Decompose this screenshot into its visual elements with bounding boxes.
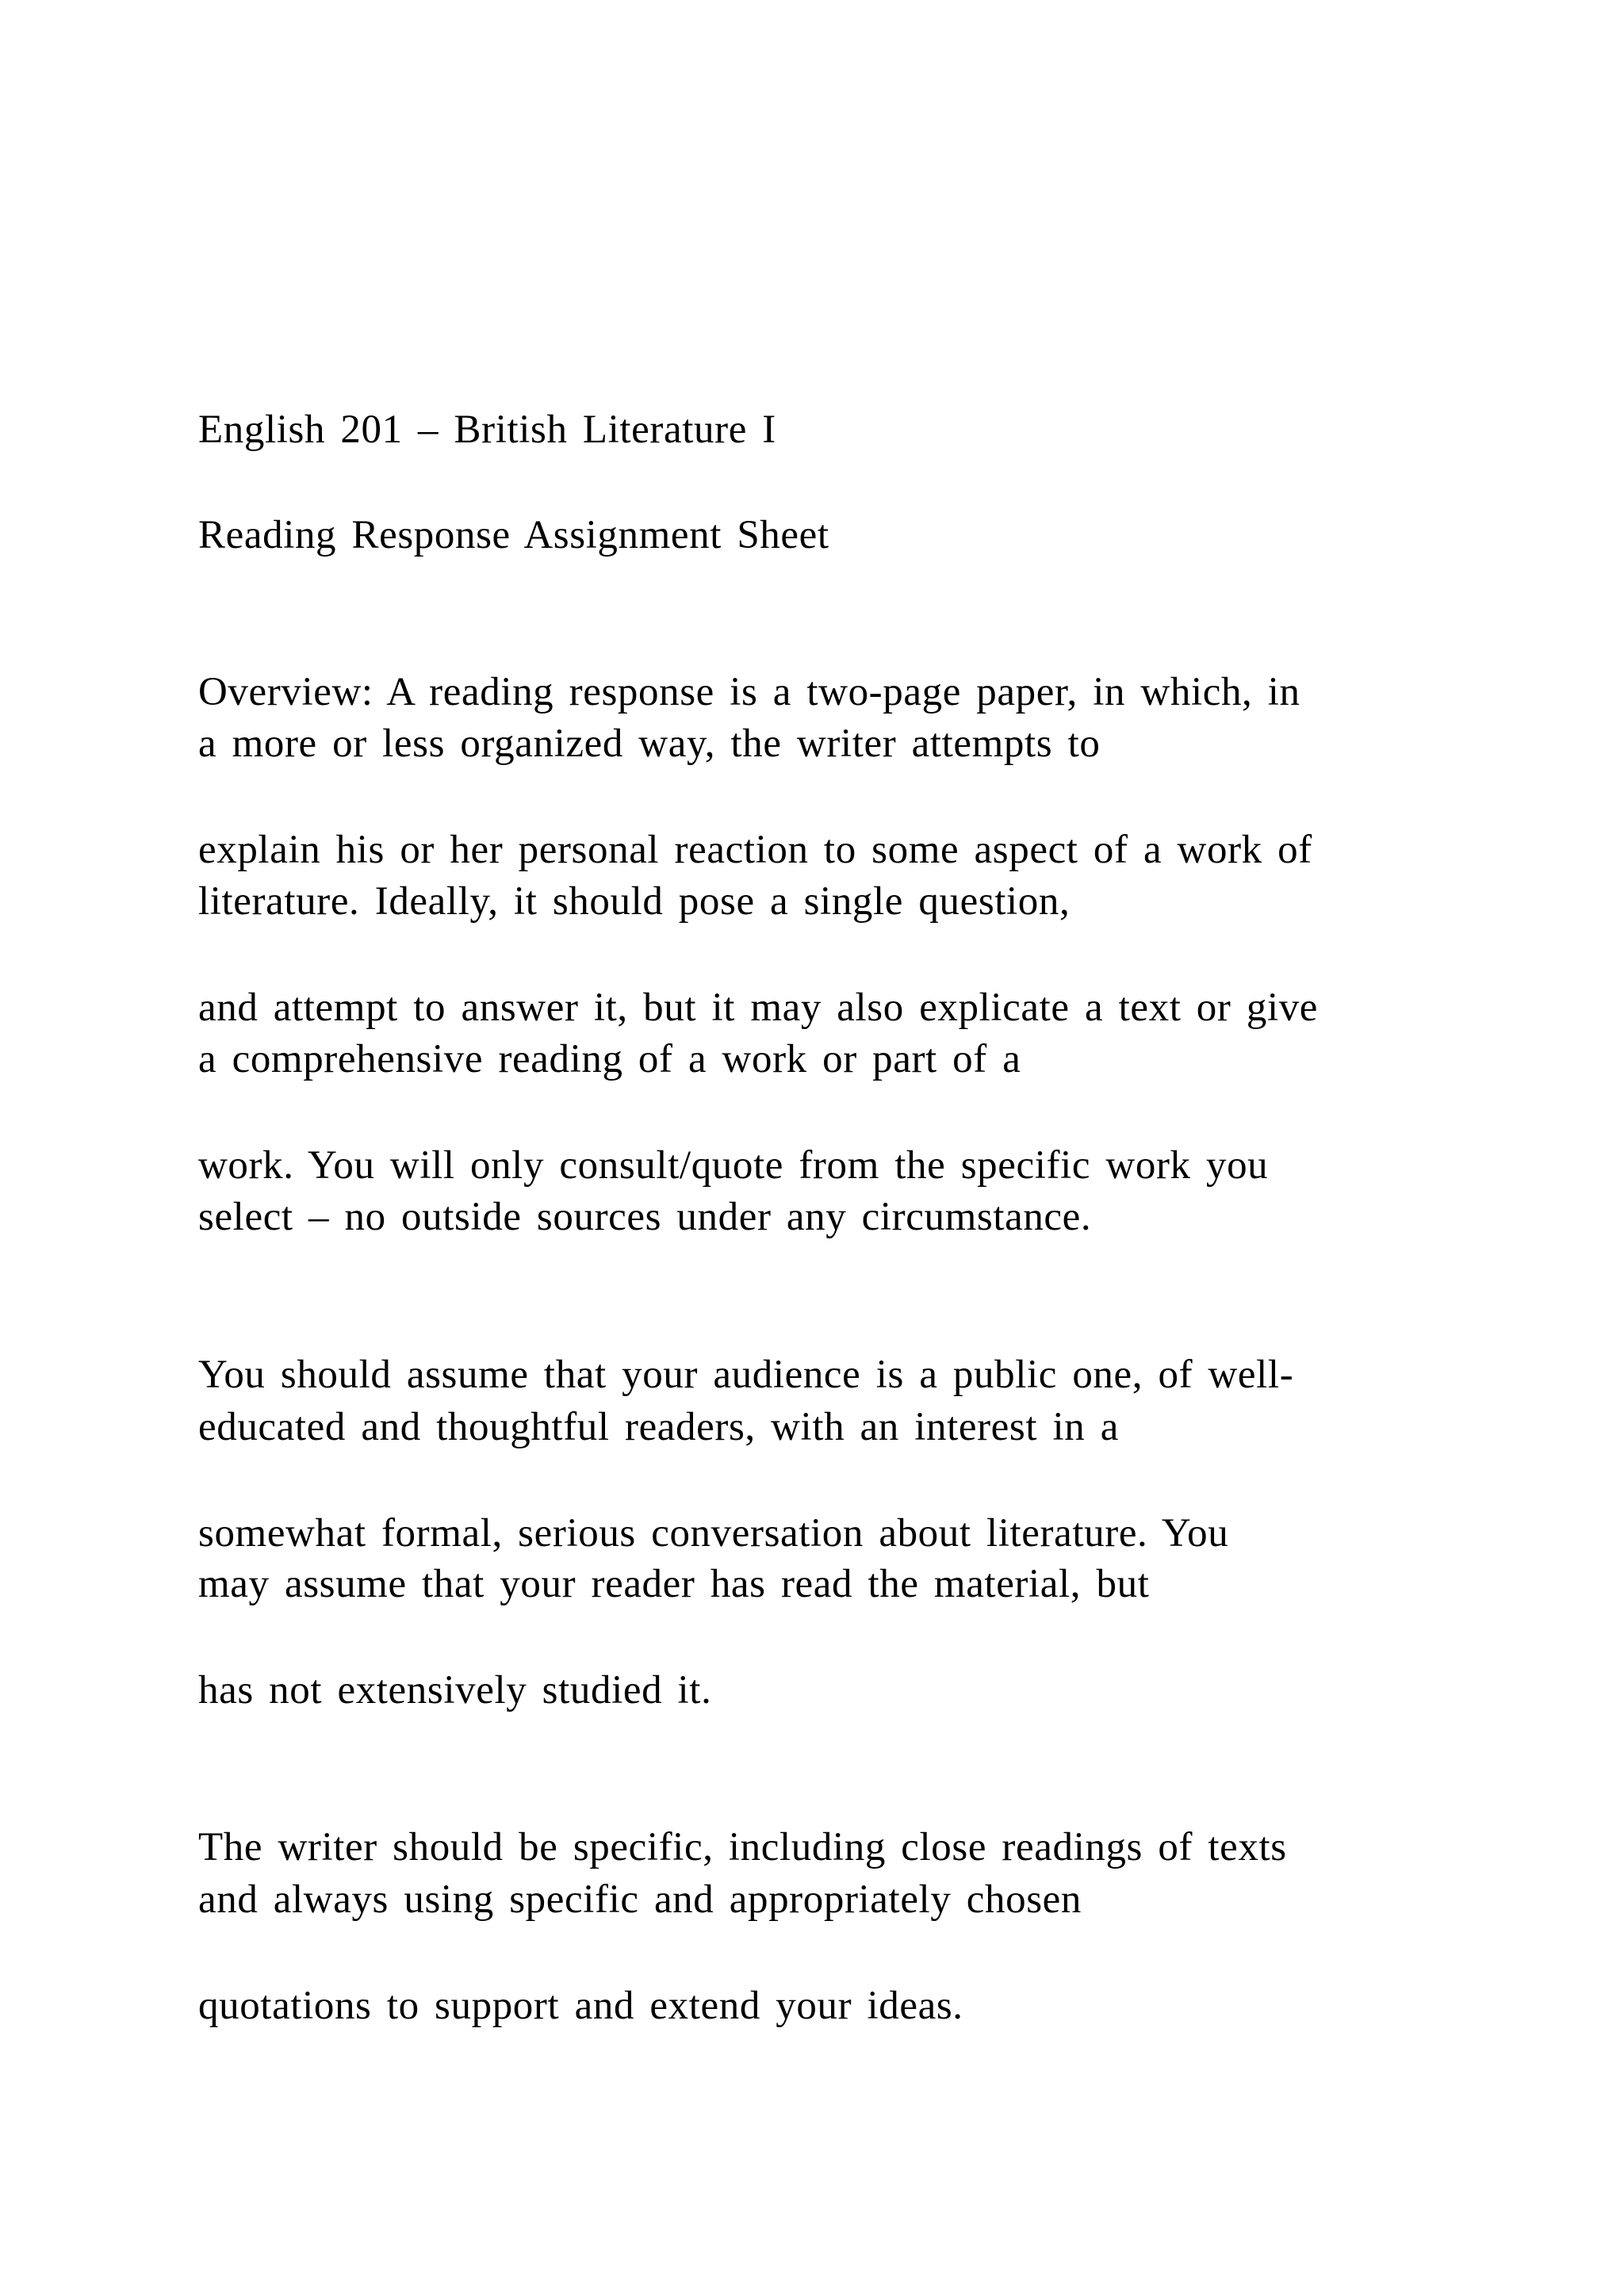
body-line: explain his or her personal reaction to some aspect of a work of: [198, 828, 1312, 872]
sheet-title: Reading Response Assignment Sheet: [198, 513, 829, 557]
body-line: a comprehensive reading of a work or part of a: [198, 1037, 1021, 1081]
body-line: has not extensively studied it.: [198, 1668, 712, 1712]
body-line: somewhat formal, serious conversation about literature. You: [198, 1511, 1229, 1556]
body-line: literature. Ideally, it should pose a single question,: [198, 879, 1071, 924]
body-line: and always using specific and appropriately chosen: [198, 1877, 1082, 1922]
body-line: quotations to support and extend your ideas.: [198, 1984, 963, 2028]
body-line: and attempt to answer it, but it may also explicate a text or give: [198, 985, 1319, 1030]
body-line: The writer should be specific, including close readings of texts: [198, 1825, 1287, 1869]
course-title: English 201 – British Literature I: [198, 408, 776, 452]
body-line: educated and thoughtful readers, with an interest in a: [198, 1405, 1119, 1449]
body-line: work. You will only consult/quote from the specific work you: [198, 1143, 1269, 1188]
body-line: Overview: A reading response is a two-page paper, in which, in: [198, 670, 1300, 714]
body-line: a more or less organized way, the writer attempts to: [198, 721, 1101, 766]
body-line: You should assume that your audience is a public one, of well-: [198, 1353, 1294, 1397]
body-line: select – no outside sources under any circumstance.: [198, 1195, 1092, 1239]
body-line: may assume that your reader has read the material, but: [198, 1562, 1150, 1606]
